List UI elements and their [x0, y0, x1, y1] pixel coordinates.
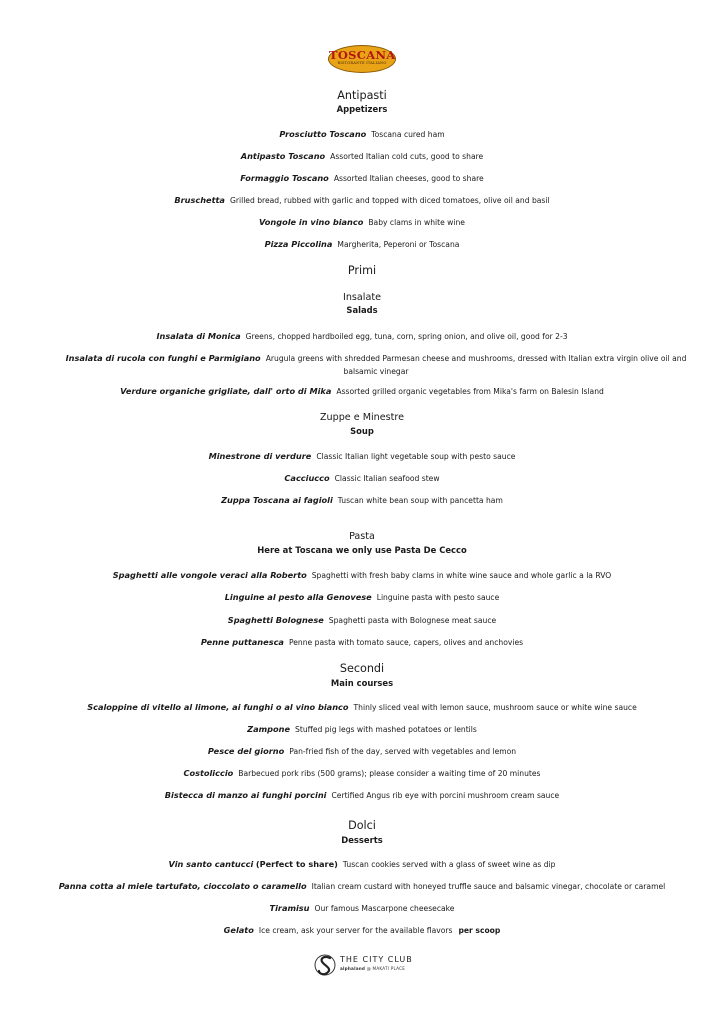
- item-name: Zampone: [247, 724, 291, 734]
- menu-item: [0, 768, 724, 779]
- item-desc: Certified Angus rib eye with porcini mushroom cream sauce: [331, 791, 560, 800]
- makati-place-text: @ MAKATI PLACE: [366, 966, 406, 971]
- subsection-subtitle-insalate: Salads: [346, 305, 378, 315]
- item-desc: Classic Italian light vegetable soup with pesto sauce: [316, 452, 516, 461]
- item-desc: Italian cream custard with honeyed truffle sauce and balsamic vinegar, chocolate or caramel: [311, 882, 666, 891]
- item-desc: Tuscan cookies served with a glass of sweet wine as dip: [342, 860, 556, 869]
- menu-item: [0, 746, 724, 757]
- item-desc: Arugula greens with shredded Parmesan cheese and mushrooms, dressed with Italian extra virgin olive oil and balsamic vinegar: [265, 354, 687, 376]
- item-desc: Our famous Mascarpone cheesecake: [314, 904, 455, 913]
- item-desc: Spaghetti with fresh baby clams in white wine sauce and whole garlic a la RVO: [311, 571, 612, 580]
- menu-item: [0, 903, 724, 914]
- item-name: Bruschetta: [174, 195, 225, 205]
- section-subtitle-antipasti: Appetizers: [336, 104, 388, 114]
- item-desc: Spaghetti pasta with Bolognese meat sauce: [328, 616, 497, 625]
- item-desc: Thinly sliced veal with lemon sauce, mushroom sauce or white wine sauce: [353, 703, 637, 712]
- section-title-secondi: Secondi: [339, 662, 385, 675]
- item-desc: Toscana cured ham: [371, 130, 445, 139]
- item-desc: Grilled bread, rubbed with garlic and topped with diced tomatoes, olive oil and basil: [229, 196, 550, 205]
- menu-item: [0, 331, 724, 342]
- item-desc: Pan-fried fish of the day, served with vegetables and lemon: [289, 747, 517, 756]
- subsection-title-insalate: Insalate: [343, 292, 381, 303]
- item-name: Verdure organiche grigliate, dall' orto di Mika: [120, 386, 332, 396]
- item-note: (Perfect to share): [255, 859, 338, 869]
- item-name: Linguine al pesto alla Genovese: [224, 592, 372, 602]
- subsection-subtitle-zuppe: Soup: [350, 426, 374, 436]
- logo-sub-text: RISTORANTE ITALIANO: [337, 61, 387, 65]
- menu-item: [0, 239, 724, 250]
- item-desc: Penne pasta with tomato sauce, capers, olives and anchovies: [288, 638, 524, 647]
- item-name: Vin santo cantucci: [168, 859, 254, 869]
- city-club-logo: [314, 950, 424, 980]
- section-title-primi: Primi: [347, 264, 377, 277]
- item-name: Penne puttanesca: [200, 637, 284, 647]
- menu-item: [0, 881, 724, 892]
- menu-item: [0, 637, 724, 648]
- subsection-title-zuppe: Zuppe e Minestre: [319, 412, 405, 423]
- section-title-dolci: Dolci: [348, 819, 376, 832]
- item-name: Cacciucco: [284, 473, 330, 483]
- item-desc: Tuscan white bean soup with pancetta ham: [337, 496, 503, 505]
- item-name: Pizza Piccolina: [264, 239, 333, 249]
- item-name: Zuppa Toscana ai fagioli: [221, 495, 333, 505]
- menu-item: [0, 473, 724, 484]
- item-desc: Assorted Italian cold cuts, good to share: [330, 152, 484, 161]
- item-name: Formaggio Toscano: [240, 173, 329, 183]
- menu-item: [0, 151, 724, 162]
- item-name: Scaloppine di vitello al limone, ai funghi o al vino bianco: [87, 702, 349, 712]
- menu-item: [0, 451, 724, 462]
- item-name: Prosciutto Toscano: [279, 129, 367, 139]
- menu-item: [60, 352, 692, 378]
- item-desc: Assorted grilled organic vegetables from Mika's farm on Balesin Island: [336, 387, 604, 396]
- item-name: Spaghetti alle vongole veraci alla Roberto: [112, 570, 307, 580]
- menu-item: [0, 724, 724, 735]
- toscana-logo: [0, 45, 724, 73]
- menu-item: [0, 217, 724, 228]
- item-desc: Barbecued pork ribs (500 grams); please consider a waiting time of 20 minutes: [238, 769, 541, 778]
- city-club-subtext: [340, 966, 405, 971]
- menu-item: [0, 702, 724, 713]
- city-club-name: THE CITY CLUB: [340, 955, 413, 964]
- menu-item: [0, 790, 724, 801]
- item-desc: Baby clams in white wine: [368, 218, 465, 227]
- item-price-note: per scoop: [458, 926, 501, 935]
- item-name: Insalata di rucola con funghi e Parmigiano: [65, 353, 261, 363]
- subsection-subtitle-pasta: Here at Toscana we only use Pasta De Cecco: [257, 545, 467, 555]
- item-name: Spaghetti Bolognese: [227, 615, 324, 625]
- section-subtitle-secondi: Main courses: [330, 678, 394, 688]
- item-name: Costoliccio: [183, 768, 234, 778]
- menu-item: [0, 386, 724, 397]
- menu-item: [0, 570, 724, 581]
- item-name: Insalata di Monica: [156, 331, 241, 341]
- alphaland-brand: alphaland: [340, 966, 366, 971]
- item-name: Vongole in vino bianco: [259, 217, 364, 227]
- menu-item: [0, 129, 724, 140]
- menu-item: [0, 195, 724, 206]
- menu-item: [0, 859, 724, 870]
- item-name: Panna cotta al miele tartufato, cioccolato o caramello: [58, 881, 307, 891]
- menu-item: [0, 925, 724, 936]
- item-desc: Stuffed pig legs with mashed potatoes or lentils: [295, 725, 477, 734]
- logo-oval: [328, 45, 396, 73]
- item-desc: Ice cream, ask your server for the available flavors: [258, 926, 453, 935]
- item-desc: Classic Italian seafood stew: [334, 474, 440, 483]
- menu-item: [0, 592, 724, 603]
- item-name: Minestrone di verdure: [208, 451, 312, 461]
- menu-item: [0, 173, 724, 184]
- menu-item: [0, 615, 724, 626]
- item-desc: Margherita, Peperoni or Toscana: [337, 240, 460, 249]
- menu-item: [0, 495, 724, 506]
- city-club-emblem-icon: [314, 950, 338, 980]
- item-name: Antipasto Toscano: [240, 151, 326, 161]
- subsection-title-pasta: Pasta: [349, 531, 375, 542]
- section-subtitle-dolci: Desserts: [341, 835, 383, 845]
- item-name: Tiramisu: [269, 903, 310, 913]
- item-name: Pesce del giorno: [207, 746, 285, 756]
- item-name: Gelato: [223, 925, 254, 935]
- item-desc: Linguine pasta with pesto sauce: [376, 593, 500, 602]
- section-title-antipasti: Antipasti: [337, 89, 387, 102]
- item-desc: Greens, chopped hardboiled egg, tuna, corn, spring onion, and olive oil, good for 2-3: [245, 332, 568, 341]
- item-desc: Assorted Italian cheeses, good to share: [333, 174, 484, 183]
- item-name: Bistecca di manzo ai funghi porcini: [164, 790, 327, 800]
- logo-main-text: TOSCANA: [329, 48, 396, 62]
